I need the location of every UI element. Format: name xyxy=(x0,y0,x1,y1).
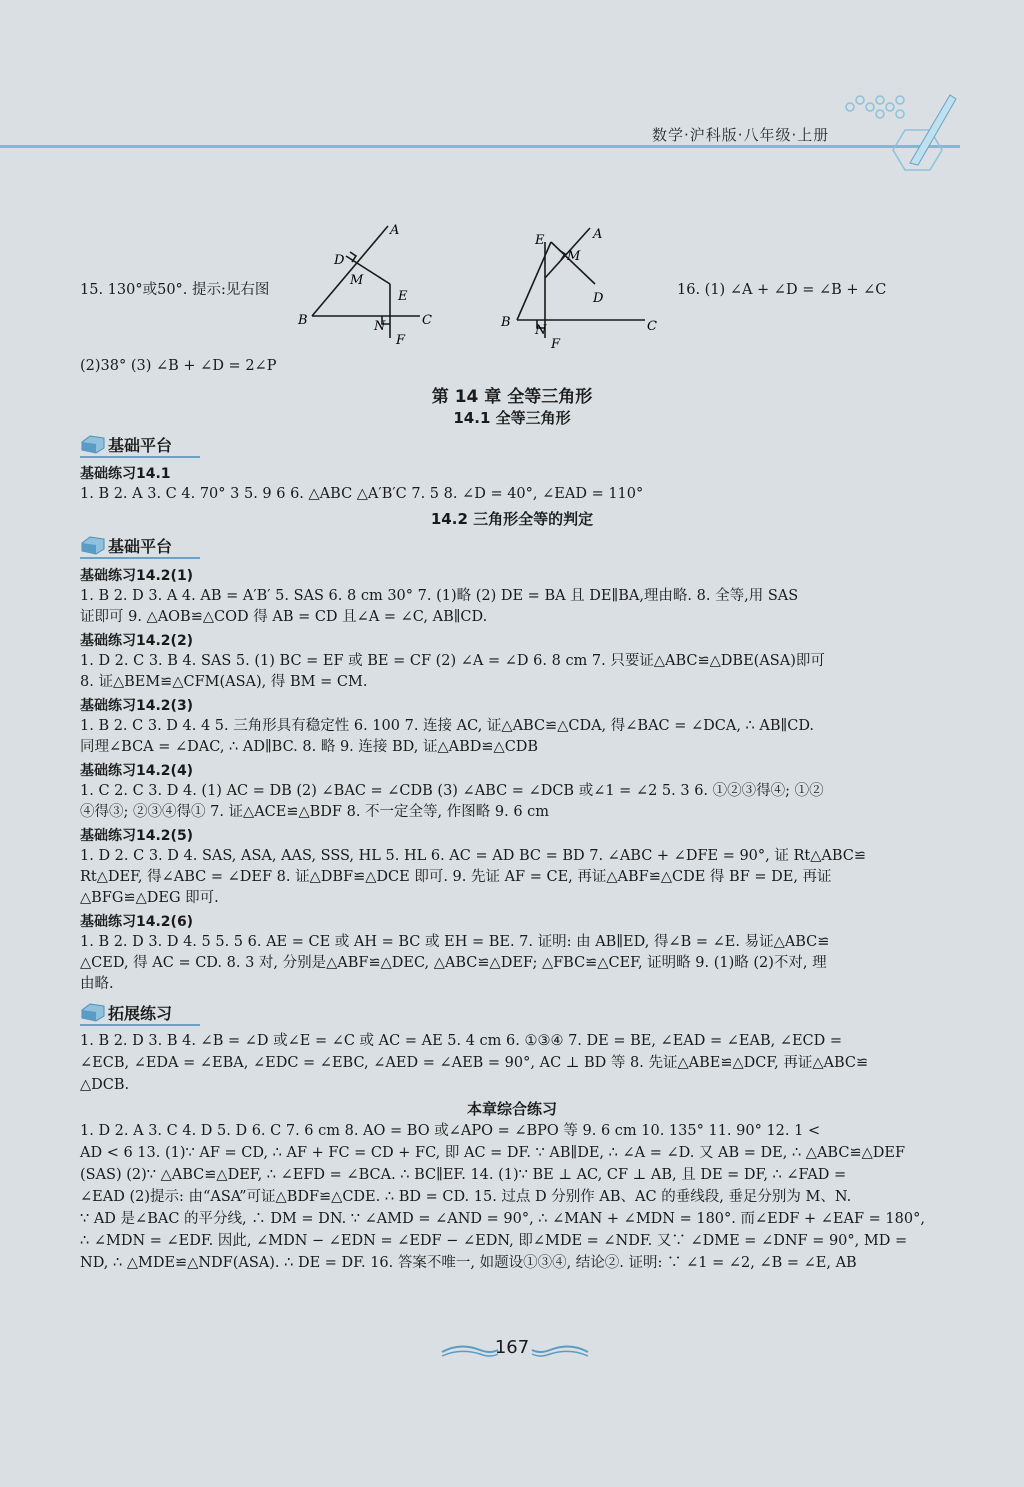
answer-line: AD < 6 13. (1)∵ AF = CD, ∴ AF + FC = CD + FC, 即 AC = DF. ∵ AB∥DE, ∴ ∠A = ∠D. 又 AB = DE, ∴ △ABC≌△DEF xyxy=(80,1145,906,1161)
answer-line: ND, ∴ △MDE≌△NDF(ASA). ∴ DE = DF. 16. 答案不唯一, 如题设①③④, 结论②. 证明: ∵ ∠1 = ∠2, ∠B = ∠E, AB xyxy=(80,1255,857,1271)
answer-line: ∠EAD (2)提示: 由“ASA”可证△BDF≌△CDE. ∴ BD = CD. 15. 过点 D 分别作 AB、AC 的垂线段, 垂足分别为 M、N. xyxy=(80,1189,852,1205)
label-E: E xyxy=(535,233,545,248)
answer-line: 8. 证△BEM≌△CFM(ASA), 得 BM = CM. xyxy=(80,674,368,690)
cube-icon xyxy=(80,535,106,555)
q16-text: 16. (1) ∠A + ∠D = ∠B + ∠C xyxy=(677,282,887,298)
q16-continued: (2)38° (3) ∠B + ∠D = 2∠P xyxy=(80,358,277,374)
label-A: A xyxy=(390,223,400,238)
label-F: F xyxy=(551,337,561,352)
answer-line: △CED, 得 AC = CD. 8. 3 对, 分别是△ABF≌△DEC, △ABC≌△DEF; △FBC≌△CEF, 证明略 9. (1)略 (2)不对, 理 xyxy=(80,955,827,971)
label-D: D xyxy=(593,291,604,306)
exercise-14-2-5-title: 基础练习14.2(5) xyxy=(80,828,194,844)
label-D: D xyxy=(334,253,345,268)
tag-label: 拓展练习 xyxy=(108,1003,173,1023)
tag-underline xyxy=(80,456,200,458)
section-14-1-title: 14.1 全等三角形 xyxy=(453,409,571,427)
exercise-14-2-6-title: 基础练习14.2(6) xyxy=(80,914,194,930)
tag-basic-platform-2 xyxy=(80,531,172,559)
chapter-title: 第 14 章 全等三角形 xyxy=(431,387,593,407)
answer-line: 同理∠BCA = ∠DAC, ∴ AD∥BC. 8. 略 9. 连接 BD, 证△ABD≌△CDB xyxy=(80,739,539,755)
answer-line: Rt△DEF, 得∠ABC = ∠DEF 8. 证△DBF≌△DCE 即可. 9. 先证 AF = CE, 再证△ABF≌△CDE 得 BF = DE, 再证 xyxy=(80,869,832,885)
answer-line: 1. D 2. C 3. D 4. SAS, ASA, AAS, SSS, HL 5. HL 6. AC = AD BC = BD 7. ∠ABC + ∠DFE = 90°, 证 Rt△ABC≌ xyxy=(80,848,867,864)
tag-label: 基础平台 xyxy=(108,536,173,556)
answer-line: 1. B 2. D 3. B 4. ∠B = ∠D 或∠E = ∠C 或 AC = AE 5. 4 cm 6. ①③④ 7. DE = BE, ∠EAD = ∠EAB, ∠ECD = xyxy=(80,1033,843,1049)
answer-line: ∠ECB, ∠EDA = ∠EBA, ∠EDC = ∠EBC, ∠AED = ∠AEB = 90°, AC ⊥ BD 等 8. 先证△ABE≌△DCF, 再证△ABC≌ xyxy=(80,1055,869,1071)
exercise-14-2-2-title: 基础练习14.2(2) xyxy=(80,633,194,649)
exercise-14-2-4-title: 基础练习14.2(4) xyxy=(80,763,194,779)
answer-line: 1. B 2. D 3. D 4. 5 5. 5 6. AE = CE 或 AH = BC 或 EH = BE. 7. 证明: 由 AB∥ED, 得∠B = ∠E. 易证△ABC≌ xyxy=(80,934,830,950)
tag-extension-practice xyxy=(80,998,172,1026)
label-C: C xyxy=(422,313,432,328)
label-N: N xyxy=(535,323,547,338)
answer-line: (SAS) (2)∵ △ABC≌△DEF, ∴ ∠EFD = ∠BCA. ∴ BC∥EF. 14. (1)∵ BE ⊥ AC, CF ⊥ AB, 且 DE = DF, ∴ ∠FAD = xyxy=(80,1167,847,1183)
chapter-summary-title: 本章综合练习 xyxy=(466,1100,557,1118)
label-E: E xyxy=(398,289,408,304)
label-M: M xyxy=(350,273,364,288)
answer-line: 1. D 2. C 3. B 4. SAS 5. (1) BC = EF 或 BE = CF (2) ∠A = ∠D 6. 8 cm 7. 只要证△ABC≌△DBE(ASA)即可 xyxy=(80,653,825,669)
label-M: M xyxy=(567,249,581,264)
answer-line: △BFG≌△DEG 即可. xyxy=(80,890,219,906)
label-F: F xyxy=(396,333,406,348)
figure-right xyxy=(495,222,670,352)
answer-line: △DCB. xyxy=(80,1077,130,1093)
answer-line: 1. C 2. C 3. D 4. (1) AC = DB (2) ∠BAC = ∠CDB (3) ∠ABC = ∠DCB 或∠1 = ∠2 5. 3 6. ①②③得④; ①② xyxy=(80,783,824,799)
answer-line: 1. B 2. C 3. D 4. 4 5. 三角形具有稳定性 6. 100 7. 连接 AC, 证△ABC≌△CDA, 得∠BAC = ∠DCA, ∴ AB∥CD. xyxy=(80,718,815,734)
figure-left xyxy=(290,220,450,350)
label-C: C xyxy=(647,319,657,334)
label-B: B xyxy=(298,313,308,328)
exercise-14-1-answers: 1. B 2. A 3. C 4. 70° 3 5. 9 6 6. △ABC △A′B′C 7. 5 8. ∠D = 40°, ∠EAD = 110° xyxy=(80,486,644,502)
answer-line: 由略. xyxy=(80,976,114,992)
label-N: N xyxy=(374,319,386,334)
header-decoration-icon xyxy=(810,85,960,175)
q15-text: 15. 130°或50°. 提示:见右图 xyxy=(80,282,270,298)
tag-basic-platform-1 xyxy=(80,430,172,458)
cube-icon xyxy=(80,1002,106,1022)
page-number: 167 xyxy=(494,1337,530,1358)
answer-line: 1. D 2. A 3. C 4. D 5. D 6. C 7. 6 cm 8. AO = BO 或∠APO = ∠BPO 等 9. 6 cm 10. 135° 11. 90° 12. 1 < xyxy=(80,1123,821,1139)
answer-line: 1. B 2. D 3. A 4. AB = A′B′ 5. SAS 6. 8 cm 30° 7. (1)略 (2) DE = BA 且 DE∥BA,理由略. 8. 全等,用 SAS xyxy=(80,588,799,604)
cube-icon xyxy=(80,434,106,454)
tag-underline xyxy=(80,557,200,559)
label-A: A xyxy=(593,227,603,242)
header-title: 数学·沪科版·八年级·上册 xyxy=(652,126,830,144)
section-14-2-title: 14.2 三角形全等的判定 xyxy=(430,510,594,528)
answer-line: ④得③; ②③④得① 7. 证△ACE≌△BDF 8. 不一定全等, 作图略 9. 6 cm xyxy=(80,804,550,820)
answer-line: 证即可 9. △AOB≌△COD 得 AB = CD 且∠A = ∠C, AB∥CD. xyxy=(80,609,488,625)
answer-line: ∵ AD 是∠BAC 的平分线, ∴ DM = DN. ∵ ∠AMD = ∠AND = 90°, ∴ ∠MAN + ∠MDN = 180°. 而∠EDF + ∠EAF = 180°, xyxy=(80,1211,925,1227)
exercise-14-2-3-title: 基础练习14.2(3) xyxy=(80,698,194,714)
exercise-14-2-1-title: 基础练习14.2(1) xyxy=(80,568,194,584)
answer-line: ∴ ∠MDN = ∠EDF. 因此, ∠MDN − ∠EDN = ∠EDF − ∠EDN, 即∠MDE = ∠NDF. 又∵ ∠DME = ∠DNF = 90°, MD = xyxy=(80,1233,908,1249)
label-B: B xyxy=(501,315,511,330)
tag-label: 基础平台 xyxy=(108,435,173,455)
tag-underline xyxy=(80,1024,200,1026)
exercise-14-1-title: 基础练习14.1 xyxy=(80,466,171,482)
